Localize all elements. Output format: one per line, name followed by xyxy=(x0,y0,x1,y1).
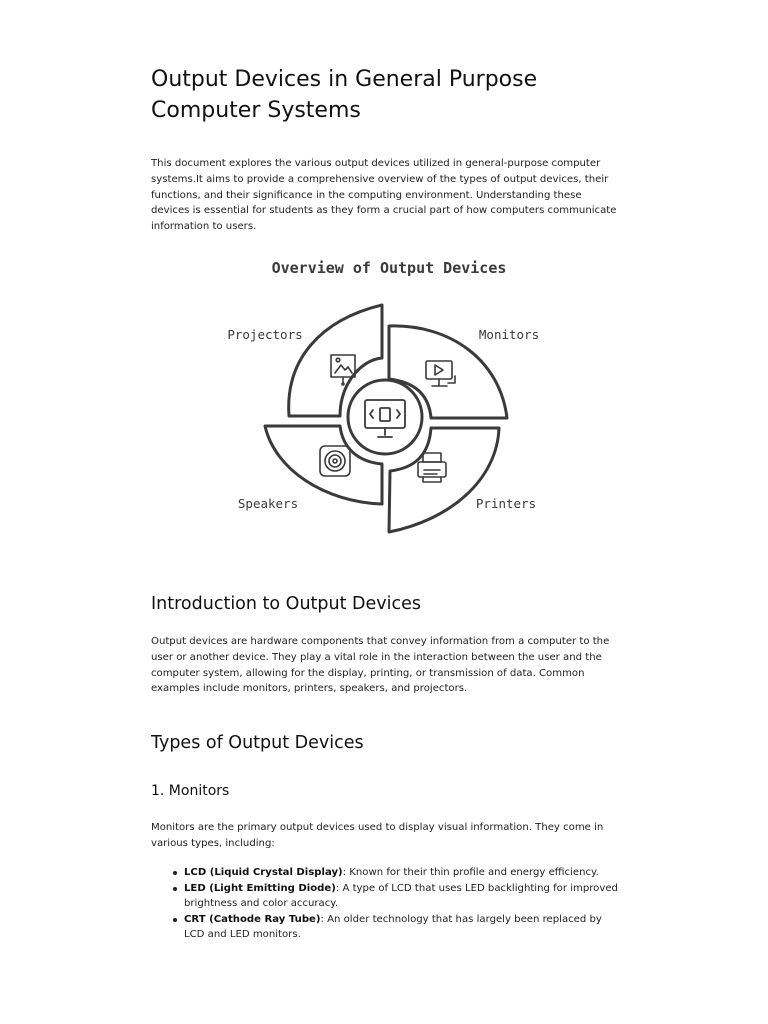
label-printers: Printers xyxy=(475,496,537,511)
list-item-term: CRT (Cathode Ray Tube) xyxy=(184,913,321,925)
section-heading-introduction: Introduction to Output Devices xyxy=(151,594,421,614)
monitor-icon xyxy=(426,361,455,386)
diagram-title: Overview of Output Devices xyxy=(271,259,507,277)
list-item-term: LED (Light Emitting Diode) xyxy=(184,882,336,894)
label-projectors: Projectors xyxy=(227,327,303,342)
printers-segment xyxy=(389,428,499,532)
output-devices-diagram xyxy=(215,250,555,550)
section-heading-types: Types of Output Devices xyxy=(151,733,364,753)
list-item-desc: : A type of LCD that uses LED backlighting for improved brightness and color accuracy. xyxy=(184,882,618,909)
speakers-segment xyxy=(265,426,382,504)
monitor-types-list xyxy=(151,865,619,943)
list-item xyxy=(184,912,619,943)
list-item xyxy=(184,881,619,912)
document-title: Output Devices in General Purpose Computer Systems xyxy=(151,67,538,123)
list-item-desc: : Known for their thin profile and energy efficiency. xyxy=(342,867,599,878)
printer-icon xyxy=(418,453,446,482)
introduction-paragraph: Output devices are hardware components that convey information from a computer to the user or another device. They play a vital role in the interaction between the user and the computer system, allowing for the display, printing, or transmission of data. Common examples include monitors, printers, speakers, and projectors. xyxy=(151,636,610,695)
list-item-desc: : An older technology that has largely been replaced by LCD and LED monitors. xyxy=(184,913,602,940)
list-item xyxy=(184,865,619,881)
speaker-icon xyxy=(320,446,350,476)
monitors-paragraph: Monitors are the primary output devices used to display visual information. They come in various types, including: xyxy=(151,822,604,849)
computer-screen-icon xyxy=(365,400,405,437)
label-monitors: Monitors xyxy=(478,327,540,342)
center-circle xyxy=(348,380,422,454)
list-item-term: LCD (Liquid Crystal Display) xyxy=(184,867,343,878)
intro-paragraph: This document explores the various output devices utilized in general-purpose computer systems.It aims to provide a comprehensive overview of the types of output devices, their functions, and their significance in the computing environment. Understanding these devices is essential for students as they form a crucial part of how computers communicate information to users. xyxy=(151,158,617,233)
label-speakers: Speakers xyxy=(237,496,299,511)
subsection-heading-monitors: 1. Monitors xyxy=(151,783,230,799)
